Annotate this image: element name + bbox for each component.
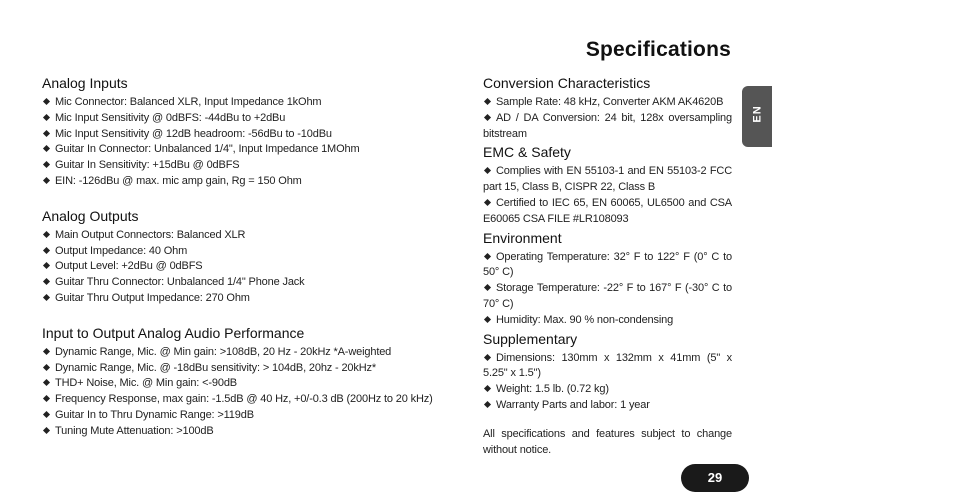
- bullet-icon: [484, 385, 491, 392]
- section-heading: Environment: [483, 229, 562, 246]
- bullet-icon: [43, 161, 50, 168]
- section-environment: [483, 229, 732, 329]
- spec-list: [483, 351, 732, 414]
- bullet-icon: [43, 294, 50, 301]
- section-io-performance: [42, 324, 462, 440]
- spec-item: Weight: 1.5 lb. (0.72 kg): [483, 382, 732, 398]
- bullet-icon: [43, 278, 50, 285]
- spec-item: Guitar In Connector: Unbalanced 1/4", Input Impedance 1MOhm: [42, 142, 462, 158]
- language-tab: [742, 86, 772, 147]
- spec-item: Sample Rate: 48 kHz, Converter AKM AK4620B: [483, 95, 732, 111]
- spec-item: Guitar In Sensitivity: +15dBu @ 0dBFS: [42, 158, 462, 174]
- spec-item: AD / DA Conversion: 24 bit, 128x oversampling bitstream: [483, 111, 732, 140]
- spec-list: [483, 164, 732, 227]
- spec-item: Output Impedance: 40 Ohm: [42, 244, 462, 260]
- bullet-icon: [43, 130, 50, 137]
- spec-item: Complies with EN 55103-1 and EN 55103-2 FCC part 15, Class B, CISPR 22, Class B: [483, 165, 732, 194]
- spec-item: Dynamic Range, Mic. @ Min gain: >108dB, 20 Hz - 20kHz *A-weighted: [42, 345, 462, 361]
- bullet-icon: [484, 284, 491, 291]
- section-heading: EMC & Safety: [483, 144, 571, 161]
- spec-item: Output Level: +2dBu @ 0dBFS: [42, 259, 462, 275]
- spec-item: EIN: -126dBu @ max. mic amp gain, Rg = 150 Ohm: [42, 174, 462, 190]
- spec-list: [42, 228, 462, 307]
- spec-item: Mic Input Sensitivity @ 12dB headroom: -56dBu to -10dBu: [42, 127, 462, 143]
- spec-item: Mic Input Sensitivity @ 0dBFS: -44dBu to +2dBu: [42, 111, 462, 127]
- spec-list: [42, 95, 462, 190]
- spec-item: Guitar In to Thru Dynamic Range: >119dB: [42, 408, 462, 424]
- spec-item: Humidity: Max. 90 % non-condensing: [483, 313, 732, 329]
- section-supplementary: [483, 330, 732, 414]
- bullet-icon: [43, 177, 50, 184]
- bullet-icon: [484, 316, 491, 323]
- bullet-icon: [43, 145, 50, 152]
- spec-list: [483, 250, 732, 329]
- bullet-icon: [43, 427, 50, 434]
- spec-item: Warranty Parts and labor: 1 year: [483, 398, 732, 414]
- spec-item: Operating Temperature: 32° F to 122° F (0° C to 50° C): [483, 250, 732, 279]
- bullet-icon: [43, 231, 50, 238]
- section-analog-inputs: [42, 74, 462, 190]
- bullet-icon: [484, 199, 491, 206]
- language-label: EN: [751, 105, 764, 123]
- section-conversion: [483, 74, 732, 142]
- bullet-icon: [484, 401, 491, 408]
- bullet-icon: [484, 253, 491, 260]
- bullet-icon: [43, 247, 50, 254]
- spec-item: THD+ Noise, Mic. @ Min gain: <-90dB: [42, 376, 462, 392]
- bullet-icon: [43, 395, 50, 402]
- section-heading: Analog Inputs: [42, 75, 128, 91]
- spec-list: [483, 95, 732, 142]
- section-heading: Input to Output Analog Audio Performance: [42, 324, 305, 341]
- spec-item: Storage Temperature: -22° F to 167° F (-30° C to 70° C): [483, 282, 732, 310]
- spec-item: Certified to IEC 65, EN 60065, UL6500 and CSA E60065 CSA FILE #LR108093: [483, 196, 732, 225]
- spec-item: Dimensions: 130mm x 132mm x 41mm (5" x 5.25" x 1.5"): [483, 351, 732, 380]
- spec-list: [42, 345, 462, 440]
- bullet-icon: [484, 354, 491, 361]
- bullet-icon: [43, 364, 50, 371]
- page-title: Specifications: [585, 38, 731, 61]
- bullet-icon: [43, 348, 50, 355]
- bullet-icon: [43, 114, 50, 121]
- spec-item: Dynamic Range, Mic. @ -18dBu sensitivity: > 104dB, 20hz - 20kHz*: [42, 361, 462, 377]
- left-column: [42, 74, 462, 457]
- page-number-badge: 29: [681, 464, 749, 492]
- bullet-icon: [484, 167, 491, 174]
- spec-item: Main Output Connectors: Balanced XLR: [42, 228, 462, 244]
- section-heading: Supplementary: [483, 330, 578, 347]
- spec-item: Tuning Mute Attenuation: >100dB: [42, 424, 462, 440]
- bullet-icon: [43, 411, 50, 418]
- bullet-icon: [43, 262, 50, 269]
- spec-item: Mic Connector: Balanced XLR, Input Impedance 1kOhm: [42, 95, 462, 111]
- bullet-icon: [43, 379, 50, 386]
- section-heading: Analog Outputs: [42, 207, 139, 224]
- bullet-icon: [484, 114, 491, 121]
- spec-item: Guitar Thru Output Impedance: 270 Ohm: [42, 291, 462, 307]
- bullet-icon: [484, 98, 491, 105]
- section-analog-outputs: [42, 207, 462, 307]
- section-emc-safety: [483, 143, 732, 227]
- section-heading: Conversion Characteristics: [483, 75, 651, 91]
- disclaimer-note: All specifications and features subject to change without notice.: [483, 427, 732, 456]
- spec-item: Guitar Thru Connector: Unbalanced 1/4" Phone Jack: [42, 275, 462, 291]
- spec-item: Frequency Response, max gain: -1.5dB @ 40 Hz, +0/-0.3 dB (200Hz to 20 kHz): [42, 392, 462, 408]
- right-column: [483, 74, 732, 458]
- bullet-icon: [43, 98, 50, 105]
